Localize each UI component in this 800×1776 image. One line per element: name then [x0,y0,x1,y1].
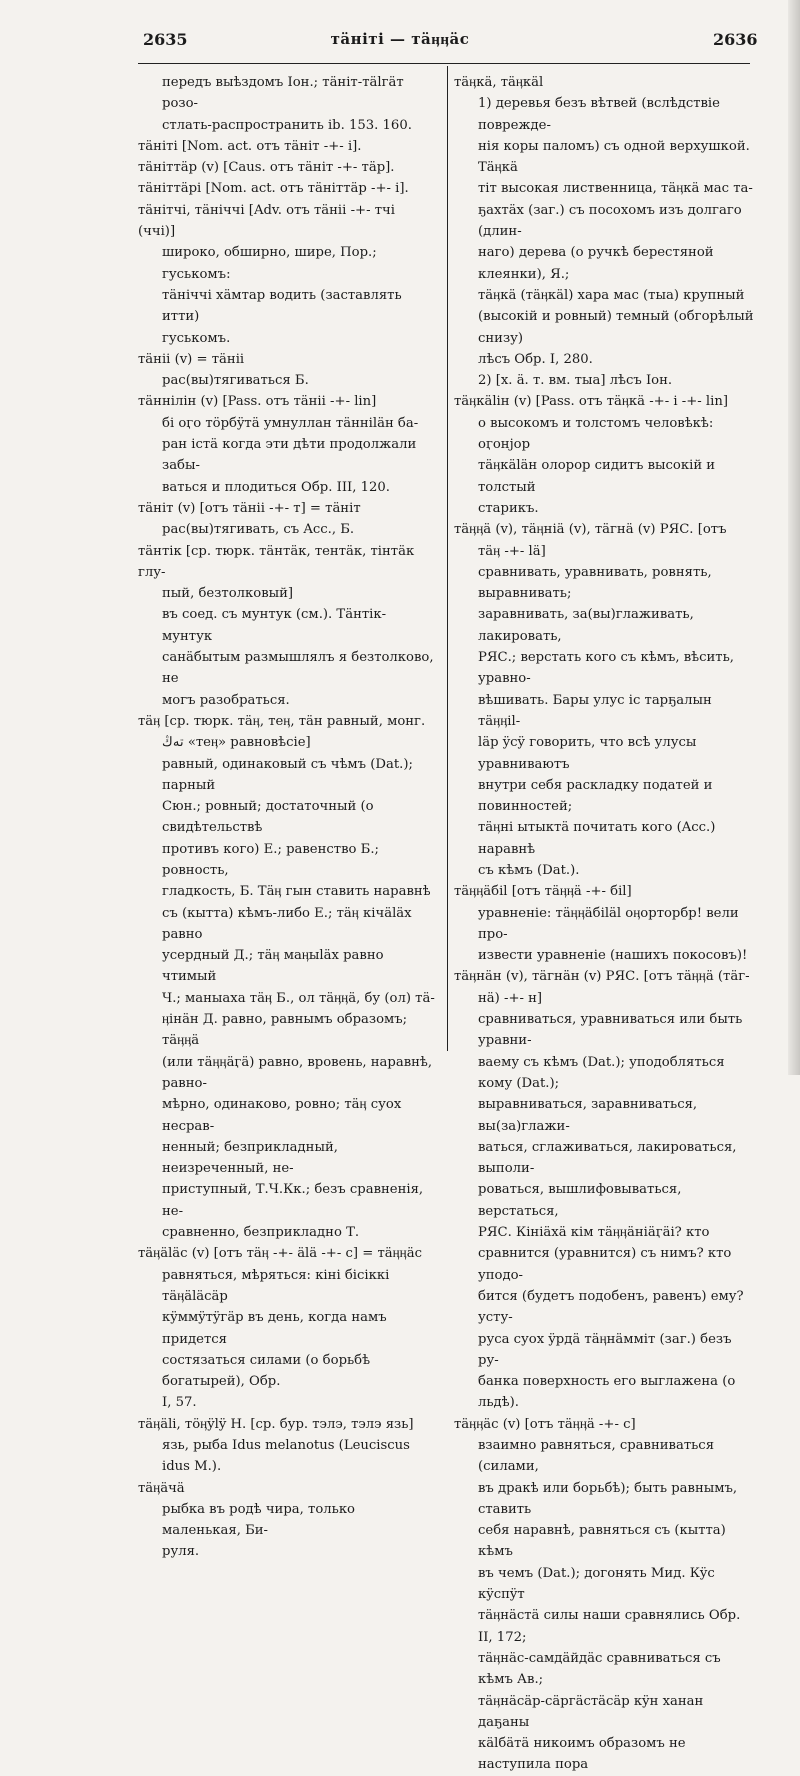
headword-line: тäӊäli, тöӊÿlÿ Н. [ср. бур. тэлэ, тэлэ язь] [138,1416,414,1432]
entry-line: нä) -+- н] [478,990,543,1006]
entry-line: извести уравненiе (нашихъ покосовъ)! [478,948,748,964]
headword-line: тäӊ [ср. тюрк. тäӊ, теӊ, тäн равный, монг. [138,713,426,729]
entry-line: выравниваться, заравниваться, вы(за)глажи- [478,1097,698,1134]
entry-line: заравнивать, за(вы)глаживать, лакировать, [478,607,694,644]
headword-line: тäӊäläс (v) [отъ тäӊ -+- älä -+- с] = тäӊӊäс [138,1246,422,1262]
entry-line: бi оӷо тöрбÿтä умнуллан тäннiläн ба- [162,415,419,431]
entry-line: гладкость, Б. Тäӊ гын ставить наравнѣ [162,884,431,900]
entry-line: вѣшивать. Бары улус iс тарҕалын тäӊӊil- [478,692,712,729]
entry-line: I, 57. [162,1395,197,1411]
entry-line: läр ÿсÿ говорить, что всѣ улусы уравниваютъ [478,735,697,772]
entry-line: тäнiччi хäмтар водить (заставлять итти) [162,287,402,325]
entry-line: 2) [х. ä. т. вм. тыа] лѣсъ Іон. [478,373,673,389]
page-header [0,30,800,54]
entry-line: состязаться силами (о борьбѣ богатырей), Обр. [162,1352,371,1390]
entry-line: стлать-распространить ib. 153. 160. [162,117,412,133]
entry-line: усердный Д.; тäӊ маӊыläх равно чтимый [162,948,384,985]
entry-line: могъ разобраться. [162,692,290,708]
entry-line: наго) дерева (о ручкѣ берестяной клеянки), Я.; [478,245,714,282]
header-rule [138,63,750,64]
entry-line: рас(вы)тягиваться Б. [162,373,309,389]
headword-line: тäнiтчi, тäнiччi [Adv. отъ тäнii -+- тчi (ччi)] [138,202,395,240]
entry-line: Ч.; маныаха тäӊ Б., ол тäӊӊä, бу (ол) тä- [162,990,435,1006]
entry-line: тäӊнäсäр-сäргäстäсäр кÿн ханан даҕаны [478,1693,704,1730]
headword-line: тäӊнäн (v), тäгнäн (v) РЯС. [отъ тäӊӊä (тäг- [454,969,750,985]
entry-line: въ чемъ (Dat.); догонять Мид. Кÿс кÿспÿт [478,1565,715,1603]
running-head: тäнiтi — тäӊӊäс [330,30,470,48]
entry-line: тäӊ -+- lä] [478,543,546,559]
entry-line: тäӊкä (тäӊкäl) хара мас (тыа) крупный [478,287,745,303]
headword-line: тäннiлiн (v) [Pass. отъ тäнii -+- lin] [138,394,377,410]
entry-line: ран iстä когда эти дѣти продолжали забы- [162,437,417,474]
entry-line: рас(вы)тягивать, съ Acc., Б. [162,522,355,538]
entry-line: старикъ. [478,500,539,516]
headword-line: тäнiттäрi [Nom. act. отъ тäнiттäр -+- i]. [138,181,409,197]
entry-line: язь, рыба Idus melanotus (Leuciscus idus М.). [162,1438,410,1475]
headword-line: тäнiтi [Nom. act. отъ тäнiт -+- i]. [138,138,362,154]
entry-line: 1) деревья безъ вѣтвей (вслѣдствiе поврежде- [478,96,720,133]
headword-line: тäӊӊäбil [отъ тäӊӊä -+- бil] [454,884,632,900]
entry-line: противъ кого) Е.; равенство Б.; ровность, [162,841,379,878]
entry-line: ҕахтäх (заг.) съ посохомъ изъ долгаго (длин- [478,202,742,240]
entry-line: широко, обширно, шире, Пор.; гуськомъ: [162,245,377,282]
entry-line: сравниваться, уравниваться или быть уравни- [478,1012,743,1049]
entry-line: пый, безтолковый] [162,586,294,602]
left-column [138,72,436,1563]
entry-line: приступный, Т.Ч.Кк.; безъ сравненiя, не- [162,1182,424,1219]
entry-line: передъ выѣздомъ Іон.; тäнiт-тälгäт розо- [162,75,404,112]
entry-line: (или тäӊӊäӷä) равно, вровень, наравнѣ, равно- [162,1054,433,1091]
headword-line: тäӊкälін (v) [Pass. отъ тäӊкä -+- i -+- lin] [454,394,728,410]
entry-line: руса суох ÿрдä тäӊнäмміт (заг.) безъ ру- [478,1331,732,1368]
column-divider [447,66,448,1051]
entry-line: сравненно, безприкладно Т. [162,1225,360,1241]
entry-line: равняться, мѣряться: кiнi бiсiккi тäӊäläсäр [162,1267,390,1304]
entry-line: сравнивать, уравнивать, ровнять, выравнивать; [478,564,712,602]
headword-line: тäнii (v) = тäнii [138,351,245,367]
headword-line: тäӊӊäс (v) [отъ тäӊӊä -+- с] [454,1416,636,1432]
entry-line: ваему съ кѣмъ (Dat.); уподобляться кому (Dat.); [478,1054,725,1091]
entry-line: бится (будетъ подобенъ, равенъ) ему? усту- [478,1288,744,1326]
entry-line: РЯС. Кiнiäхä кiм тäӊӊäнiäӷäi? кто [478,1225,710,1241]
entry-line: тäӊкäläн олорор сидитъ высокiй и толстый [478,458,716,495]
entry-line: съ (кытта) кѣмъ-либо Е.; тäӊ кiчäläх равно [162,905,412,942]
entry-line: банка поверхность его выглажена (о льдѣ). [478,1374,736,1411]
headword-line: тäнтiк [ср. тюрк. тäнтäк, тентäк, тiнтäк глу- [138,543,415,580]
entry-line: въ соед. съ мунтук (см.). Тäнтiк-мунтук [162,607,387,644]
entry-line: ваться, сглаживаться, лакироваться, выполи- [478,1139,737,1177]
entry-line: мѣрно, одинаково, ровно; тäӊ суох несрав- [162,1097,402,1134]
entry-line: внутри себя раскладку податей и повинностей; [478,777,713,815]
entry-line: о высокомъ и толстомъ человѣкѣ: оӷонjор [478,415,714,453]
headword-line: тäӊӊä (v), тäӊнiä (v), тäгнä (v) РЯС. [отъ [454,522,727,538]
entry-line: РЯС.; верстать кого съ кѣмъ, вѣсить, уравно- [478,650,734,687]
entry-line: ваться и плодиться Обр. III, 120. [162,479,390,495]
entry-line: ӊiнäн Д. равно, равнымъ образомъ; тäӊӊä [162,1012,408,1049]
page-number-right: 2636 [713,30,758,49]
entry-line: руля. [162,1544,200,1560]
entry-line: кälбäтä никоимъ образомъ не наступила пора [478,1736,686,1773]
entry-line: лѣсъ Обр. I, 280. [478,351,593,367]
entry-line: кÿммÿтÿгäр въ день, когда намъ придется [162,1310,387,1347]
entry-line: въ дракѣ или борьбѣ); быть равнымъ, ставить [478,1480,738,1517]
entry-line: взаимно равняться, сравниваться (силами, [478,1438,715,1475]
entry-line: Сюн.; ровный; достаточный (о свидѣтельствѣ [162,799,374,836]
entry-line: рыбка въ родѣ чира, только маленькая, Би- [162,1501,355,1539]
entry-line: тäӊнi ытыктä почитать кого (Acc.) наравнѣ [478,820,716,857]
entry-line: роваться, вышлифовываться, верстаться, [478,1182,682,1219]
entry-line: тiт высокая лиственница, тäӊкä мас та- [478,181,753,197]
entry-line: тäӊнäстä силы наши сравнялись Обр. II, 172; [478,1608,741,1645]
entry-line: нiя коры паломъ) съ одной верхушкой. Тäӊкä [478,138,750,176]
headword-line: тäӊäчä [138,1480,185,1496]
entry-line: санäбытым размышлялъ я безтолково, не [162,650,434,687]
entry-line: ненный; безприкладный, неизреченный, не- [162,1139,338,1177]
entry-line: равный, одинаковый съ чѣмъ (Dat.); парный [162,756,413,793]
page-number-left: 2635 [143,30,188,49]
page-edge-shadow [788,0,800,1075]
entry-line: сравнится (уравнится) съ нимъ? кто уподо- [478,1246,732,1283]
entry-line: тäӊнäс-самдäйдäс сравниваться съ кѣмъ Ав.; [478,1650,721,1688]
headword-line: тäнiттäр (v) [Caus. отъ тäнiт -+- тäр]. [138,160,395,176]
entry-line: гуськомъ. [162,330,231,346]
entry-line: съ кѣмъ (Dat.). [478,862,580,878]
headword-line: тäӊкä, тäӊкäl [454,75,544,90]
entry-line: (высокiй и ровный) темный (обгорѣлый снизу) [478,309,754,346]
headword-line: тäнiт (v) [отъ тäнii -+- т] = тäнiт [138,500,361,516]
entry-line: уравненiе: тäӊӊäбiläl оӊорторбр! вели про- [478,905,739,942]
entry-line: себя наравнѣ, равняться съ (кытта) кѣмъ [478,1523,726,1560]
entry-line: تەڭ «теӊ» равновѣсiе] [162,735,311,751]
right-column [454,72,754,1776]
